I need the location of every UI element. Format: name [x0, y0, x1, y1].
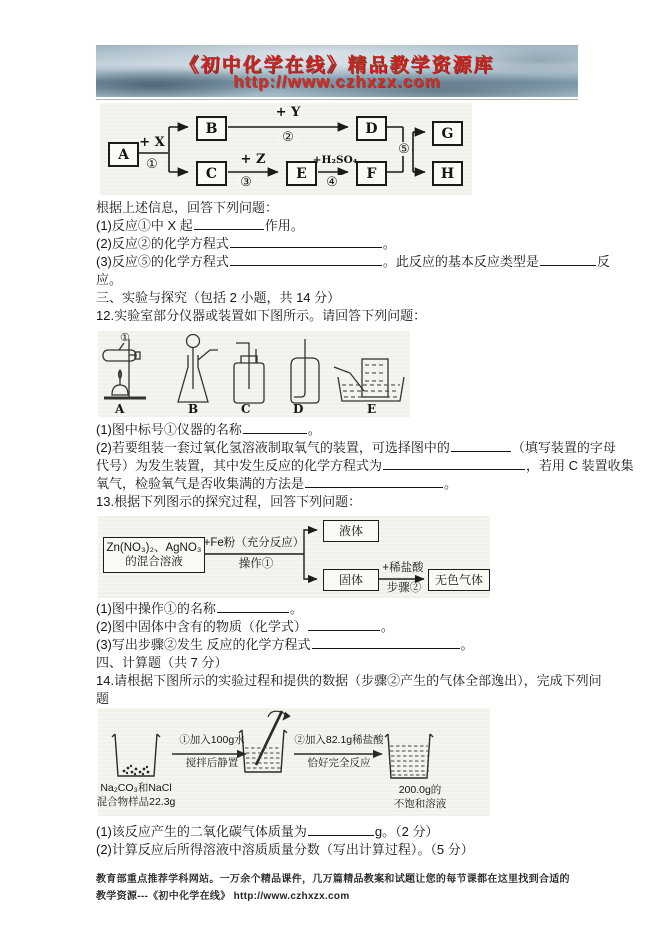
- beaker1-label-mass: 混合物样品22.3g: [96, 796, 176, 808]
- question-text: 氧气，检验氧气是否收集满的方法是: [96, 476, 305, 491]
- question-14-block: [96, 823, 578, 859]
- question-text: (2)若要组装一套过氧化氢溶液制取氧气的装置，可选择图中的: [96, 440, 450, 455]
- question-text: (1)图中标号①仪器的名称: [96, 422, 242, 437]
- step-5-icon: ⑤: [396, 142, 412, 156]
- question-13-block: [96, 600, 602, 708]
- question-text: (3)反应⑤的化学方程式: [96, 254, 229, 269]
- answer-blank: [312, 636, 460, 649]
- mixture-box: [103, 537, 205, 573]
- question-text: 。: [289, 601, 303, 616]
- question-text: ，若用 C 装置收集: [526, 458, 634, 473]
- banner-url: http://www.czhxzx.com: [233, 72, 441, 91]
- arrow2-bottom-label: 恰好完全反应: [307, 757, 371, 769]
- question-text: 。: [444, 476, 458, 491]
- liquid-box: [323, 520, 379, 542]
- answer-blank: [308, 823, 374, 836]
- question-text: g。（2 分）: [374, 824, 439, 839]
- question-text: 。: [382, 236, 396, 251]
- question-12-intro: [96, 307, 578, 325]
- node-box-b: B: [196, 116, 227, 141]
- question-line: [96, 421, 578, 439]
- answer-blank: [308, 618, 380, 631]
- question-11-block: [96, 199, 610, 289]
- site-footer: [96, 871, 578, 905]
- question-text: 。: [307, 422, 321, 437]
- question-text: 。: [460, 637, 474, 652]
- header-divider: [96, 99, 578, 100]
- question-text: (3)写出步骤②发生 反应的化学方程式: [96, 637, 311, 652]
- question-text: (2)计算反应后所得溶液中溶质质量分数（写出计算过程）。（5 分）: [96, 842, 474, 857]
- question-13-intro: [96, 493, 578, 511]
- question-text: （填写装置的字母: [511, 440, 616, 455]
- footer-site-line: 教学资源---《初中化学在线》 http://www.czhxzx.com: [96, 891, 350, 902]
- experiment-flowchart-figure: [98, 516, 490, 598]
- arrow-label-step2: 步骤②: [386, 582, 422, 594]
- apparatus-label-d: D: [293, 402, 304, 416]
- lab-apparatus-sketch: [98, 331, 410, 417]
- section-heading-3: [96, 289, 578, 307]
- question-line: [96, 823, 578, 841]
- banner-title: 《初中化学在线》精品教学资源库: [179, 54, 495, 76]
- liquid-label: 液体: [338, 523, 363, 538]
- question-text: (1)该反应产生的二氧化碳气体质量为: [96, 824, 307, 839]
- gas-label: 无色气体: [434, 572, 483, 587]
- question-line: [96, 235, 578, 253]
- section-title: 三、实验与探究（包括 2 小题，共 14 分）: [96, 290, 341, 305]
- step-3-icon: ③: [236, 175, 256, 189]
- section-title: 四、计算题（共 7 分）: [96, 655, 228, 670]
- step-4-icon: ④: [322, 175, 342, 189]
- arrow-label-op1: 操作①: [238, 558, 274, 570]
- node-box-f: F: [356, 161, 387, 186]
- question-line: [96, 457, 634, 475]
- page-content: [96, 45, 634, 905]
- question-text: 根据上述信息，回答下列问题：: [96, 200, 279, 215]
- answer-blank: [194, 217, 264, 230]
- question-text: 代号）为发生装置，其中发生反应的化学方程式为: [96, 458, 383, 473]
- question-text: 作用。: [264, 218, 304, 233]
- node-box-g: G: [432, 121, 463, 146]
- apparatus-label-c: C: [241, 402, 251, 416]
- apparatus-label-b: B: [188, 402, 199, 416]
- question-text: (2)反应②的化学方程式: [96, 236, 229, 251]
- question-text: (1)反应①中 X 起: [96, 218, 193, 233]
- question-line: [96, 636, 578, 654]
- arrow1-top-label: ①加入100g水: [179, 734, 245, 746]
- question-line: [96, 600, 578, 618]
- question-text: 14.请根据下图所示的实验过程和提供的数据（步骤②产生的气体全部逸出），完成下列问: [96, 673, 602, 688]
- section-heading-4: [96, 654, 578, 672]
- mixture-caption: 的混合溶液: [125, 556, 183, 568]
- beaker3-label-mass: 200.0g的: [398, 784, 442, 796]
- question-text: (1)图中操作①的名称: [96, 601, 216, 616]
- node-box-h: H: [432, 161, 463, 186]
- mixture-formula: Zn(NO₃)₂、AgNO₃: [106, 542, 202, 554]
- answer-blank: [451, 439, 511, 452]
- solid-label: 固体: [338, 572, 363, 587]
- answer-blank: [383, 457, 525, 470]
- question-text: 。: [380, 619, 394, 634]
- reaction-flowchart-figure: [100, 103, 472, 195]
- node-box-e: E: [286, 161, 317, 186]
- question-line: [96, 841, 578, 859]
- answer-blank: [230, 235, 382, 248]
- node-box-d: D: [356, 116, 387, 141]
- question-line: [96, 217, 578, 235]
- question-text: (2)图中固体中含有的物质（化学式）: [96, 619, 307, 634]
- site-banner: [96, 45, 578, 97]
- answer-blank: [230, 253, 382, 266]
- lab-apparatus-figure: [98, 331, 410, 417]
- beaker1-label-formula: Na₂CO₃和NaCl: [100, 782, 172, 794]
- question-intro: [96, 199, 578, 217]
- question-12-block: [96, 421, 634, 511]
- question-text: 反: [596, 254, 610, 269]
- step-2-icon: ②: [278, 130, 298, 144]
- arrow2-top-label: ②加入82.1g稀盐酸: [294, 734, 384, 746]
- apparatus-callout-1: ①: [120, 331, 130, 344]
- edge-label-plus-z: + Z: [240, 152, 266, 167]
- question-14-intro-cont: [96, 690, 578, 708]
- arrow-label-hcl: +稀盐酸: [382, 562, 424, 574]
- arrow1-bottom-label: 搅拌后静置: [185, 757, 239, 769]
- question-line: [96, 475, 578, 493]
- question-text: 13.根据下列图示的探究过程，回答下列问题：: [96, 494, 362, 509]
- footer-promo-line: 教育部重点推荐学科网站。一万余个精品课件，几万篇精品教案和试题让您的每节课都在这里找到合适的: [96, 874, 570, 885]
- answer-blank: [540, 253, 596, 266]
- question-14-intro: [96, 672, 602, 690]
- arrow-label-fe: +Fe粉（充分反应）: [203, 537, 305, 549]
- beaker3-label-solution: 不饱和溶液: [393, 798, 447, 810]
- node-box-c: C: [196, 161, 227, 186]
- question-line: [96, 253, 610, 271]
- step-1-icon: ①: [142, 157, 162, 171]
- edge-label-plus-y: + Y: [275, 105, 301, 120]
- answer-blank: [305, 475, 443, 488]
- beaker-experiment-figure: [98, 708, 490, 816]
- apparatus-label-e: E: [367, 402, 377, 416]
- question-line: [96, 271, 578, 289]
- question-text: 。此反应的基本反应类型是: [382, 254, 539, 269]
- question-line: [96, 439, 616, 457]
- node-box-a: A: [108, 142, 139, 167]
- apparatus-label-a: A: [115, 402, 125, 416]
- question-line: [96, 618, 578, 636]
- edge-label-h2so4: +H₂SO₄: [312, 154, 358, 166]
- edge-label-plus-x: + X: [139, 135, 165, 150]
- answer-blank: [217, 600, 289, 613]
- answer-blank: [243, 421, 307, 434]
- question-text: 12.实验室部分仪器或装置如下图所示。请回答下列问题：: [96, 308, 427, 323]
- gas-box: [428, 569, 490, 591]
- solid-box: [323, 569, 379, 591]
- question-text: 题: [96, 691, 110, 706]
- question-text: 应。: [96, 272, 123, 287]
